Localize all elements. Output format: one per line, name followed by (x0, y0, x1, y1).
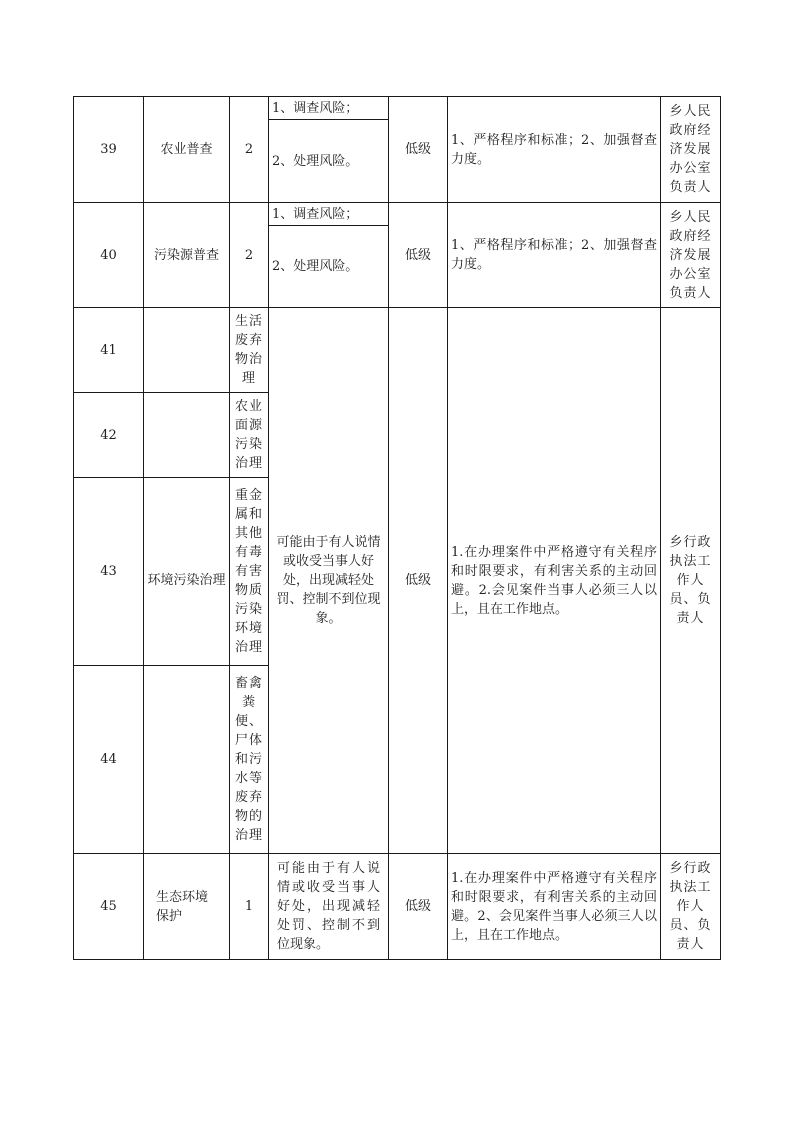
row-45-level: 低级 (404, 899, 431, 914)
row-40-level: 低级 (404, 247, 431, 263)
row-45-risk: 可能由于有人说情或收受当事人好处，出现减轻处罚、控制不到位现象。 (277, 861, 380, 952)
row-39-level: 低级 (404, 142, 431, 157)
row-39-number: 39 (100, 142, 117, 157)
risk-table (73, 96, 721, 960)
row-45-number: 45 (100, 899, 117, 914)
row-39-measures: 1、严格程序和标准；2、加强督查力度。 (451, 132, 657, 167)
row-40-number: 40 (100, 247, 117, 263)
row-39-count: 2 (244, 142, 254, 157)
row-45-responsible: 乡行政执法工作人员、负责人 (669, 861, 712, 952)
row-41-subitem: 生活废弃物治理 (234, 314, 263, 386)
row-41-number: 41 (100, 342, 117, 358)
row-39-risk-2: 2、处理风险。 (272, 153, 359, 169)
row-40-responsible: 乡人民政府经济发展办公室负责人 (669, 209, 712, 301)
group-level: 低级 (404, 573, 431, 588)
group-risk: 可能由于有人说情或收受当事人好处，出现减轻处罚、控制不到位现象。 (276, 535, 381, 626)
row-40-item: 污染源普查 (153, 247, 219, 263)
group-measures: 1.在办理案件中严格遵守有关程序和时限要求，有利害关系的主动回避。2.会见案件当事人必须三人以上，且在工作地点。 (451, 544, 657, 617)
row-39-responsible: 乡人民政府经济发展办公室负责人 (669, 104, 712, 195)
row-40-measures: 1、严格程序和标准；2、加强督查力度。 (451, 238, 657, 272)
row-42-subitem: 农业面源污染治理 (234, 399, 263, 471)
row-44-subitem: 畜禽粪便、尸体和污水等废弃物的治理 (234, 676, 263, 843)
row-45-measures: 1.在办理案件中严格遵守有关程序和时限要求，有利害关系的主动回避。2、会见案件当事人必须三人以上，且在工作地点。 (451, 870, 657, 943)
group-responsible: 乡行政执法工作人员、负责人 (669, 535, 712, 626)
row-45-count: 1 (244, 899, 254, 914)
row-45-item: 生态环境保护 (156, 889, 209, 924)
row-40-risk-1: 1、调查风险； (272, 206, 359, 222)
row-43-subitem: 重金属和其他有毒有害物质污染环境治理 (234, 488, 263, 655)
row-44-number: 44 (100, 752, 117, 767)
group-item: 环境污染治理 (147, 573, 226, 588)
row-43-number: 43 (100, 564, 117, 579)
row-40-risk-2: 2、处理风险。 (272, 259, 359, 274)
row-39-risk-1: 1、调查风险； (272, 100, 359, 116)
row-40-count: 2 (244, 247, 254, 263)
row-42-number: 42 (100, 427, 117, 443)
row-39-item: 农业普查 (160, 142, 213, 157)
